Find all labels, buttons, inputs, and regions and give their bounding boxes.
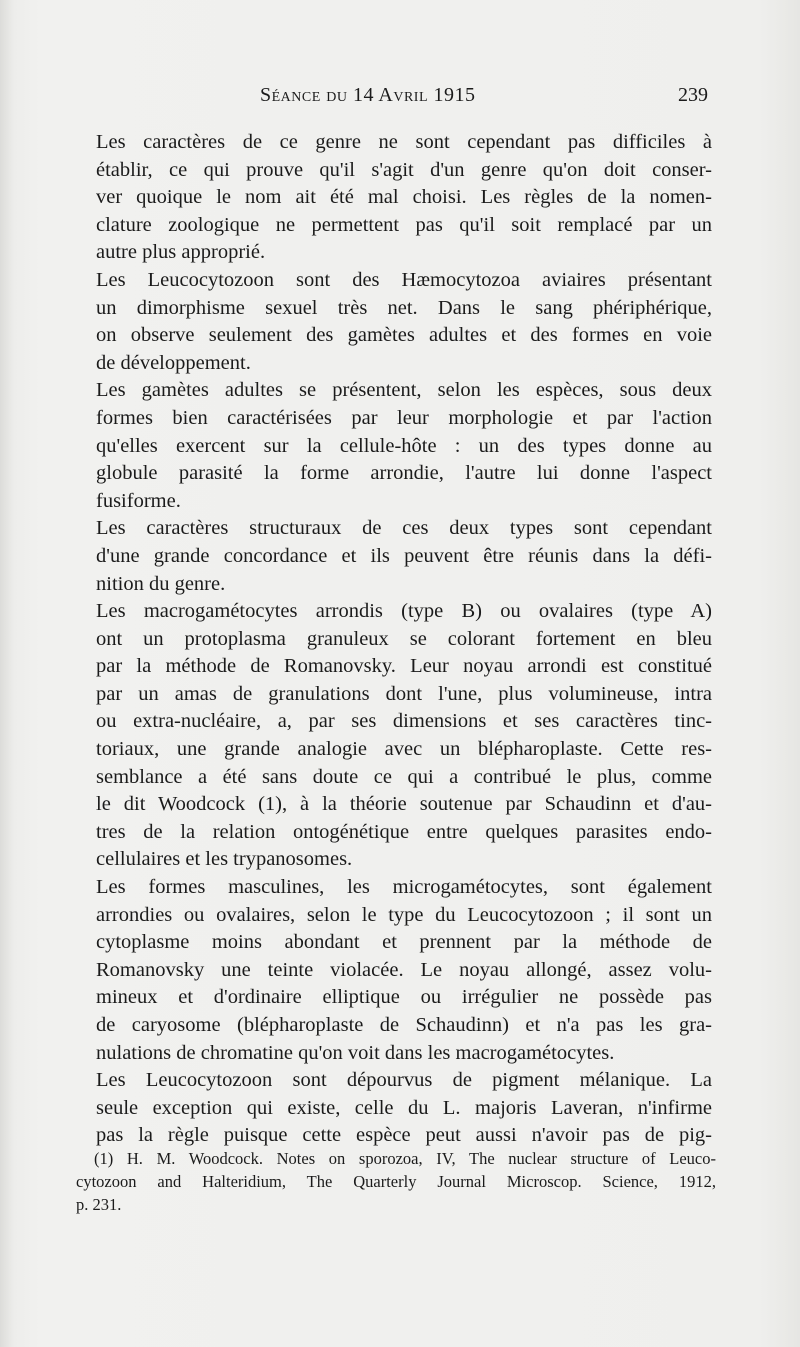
text-line: toriaux, une grande analogie avec un blépharoplaste. Cette res- (96, 738, 712, 761)
text-line: Les caractères structuraux de ces deux types sont cependant (96, 517, 712, 540)
paragraph (74, 377, 712, 515)
text-line: Les gamètes adultes se présentent, selon les espèces, sous deux (96, 379, 712, 402)
text-line: par un amas de granulations dont l'une, plus volumineuse, intra (96, 682, 712, 705)
text-line: Les Leucocytozoon sont dépourvus de pigment mélanique. La (96, 1069, 712, 1092)
text-line: Romanovsky une teinte violacée. Le noyau allongé, assez volu- (96, 958, 712, 981)
paragraph (74, 874, 712, 1067)
text-line: globule parasité la forme arrondie, l'autre lui donne l'aspect (96, 462, 712, 485)
text-line: fusiforme. (96, 489, 181, 512)
text-line: Les caractères de ce genre ne sont cependant pas difficiles à (96, 131, 712, 153)
footnote-line: p. 231. (76, 1195, 122, 1214)
text-line: semblance a été sans doute ce qui a contribué le plus, comme (96, 765, 712, 788)
paragraph (74, 129, 712, 267)
body-text (74, 129, 712, 1150)
text-line: cellulaires et les trypanosomes. (96, 848, 353, 871)
text-line: d'une grande concordance et ils peuvent être réunis dans la défi- (96, 544, 712, 567)
text-line: ver quoique le nom ait été mal choisi. Les règles de la nomen- (96, 186, 712, 209)
page-number: 239 (678, 84, 708, 106)
text-line: autre plus approprié. (96, 241, 266, 264)
text-line: un dimorphisme sexuel très net. Dans le sang phériphérique, (96, 296, 712, 319)
text-line: clature zoologique ne permettent pas qu'il soit remplacé par un (96, 213, 712, 236)
text-line: Les macrogamétocytes arrondis (type B) ou ovalaires (type A) (96, 600, 712, 623)
text-line: le dit Woodcock (1), à la théorie soutenue par Schaudinn et d'au- (96, 793, 712, 816)
text-line: arrondies ou ovalaires, selon le type du Leucocytozoon ; il sont un (96, 903, 712, 926)
text-line: Les formes masculines, les microgamétocytes, sont également (96, 876, 712, 899)
running-head: Séance du 14 Avril 1915 (260, 84, 476, 106)
paragraph (74, 598, 712, 874)
page-header (0, 84, 800, 114)
footnote (76, 1147, 716, 1216)
text-line: mineux et d'ordinaire elliptique ou irrégulier ne possède pas (96, 986, 712, 1009)
text-line: nition du genre. (96, 572, 226, 595)
paragraph (74, 1067, 712, 1150)
text-line: de développement. (96, 351, 251, 374)
text-line: ou extra-nucléaire, a, par ses dimensions et ses caractères tinc- (96, 710, 712, 733)
text-line: par la méthode de Romanovsky. Leur noyau arrondi est constitué (96, 655, 712, 678)
text-line: cytoplasme moins abondant et prennent par la méthode de (96, 931, 712, 954)
text-line: de caryosome (blépharoplaste de Schaudinn) et n'a pas les gra- (96, 1014, 712, 1036)
text-line: Les Leucocytozoon sont des Hæmocytozoa aviaires présentant (96, 268, 712, 291)
text-line: seule exception qui existe, celle du L. majoris Laveran, n'infirme (96, 1096, 712, 1119)
text-line: nulations de chromatine qu'on voit dans les macrogamétocytes. (96, 1041, 615, 1064)
text-line: on observe seulement des gamètes adultes et des formes en voie (96, 324, 712, 347)
footnote-line: (1) H. M. Woodcock. Notes on sporozoa, IV, The nuclear structure of Leuco- (94, 1149, 716, 1168)
text-line: formes bien caractérisées par leur morphologie et par l'action (96, 406, 712, 429)
text-line: ont un protoplasma granuleux se colorant fortement en bleu (96, 627, 712, 650)
text-line: tres de la relation ontogénétique entre quelques parasites endo- (96, 820, 712, 843)
text-line: pas la règle puisque cette espèce peut aussi n'avoir pas de pig- (96, 1124, 712, 1147)
text-line: établir, ce qui prouve qu'il s'agit d'un genre qu'on doit conser- (96, 158, 712, 181)
text-line: qu'elles exercent sur la cellule-hôte : un des types donne au (96, 434, 712, 457)
paragraph (74, 267, 712, 377)
paragraph (74, 515, 712, 598)
footnote-line: cytozoon and Halteridium, The Quarterly Journal Microscop. Science, 1912, (76, 1172, 716, 1191)
